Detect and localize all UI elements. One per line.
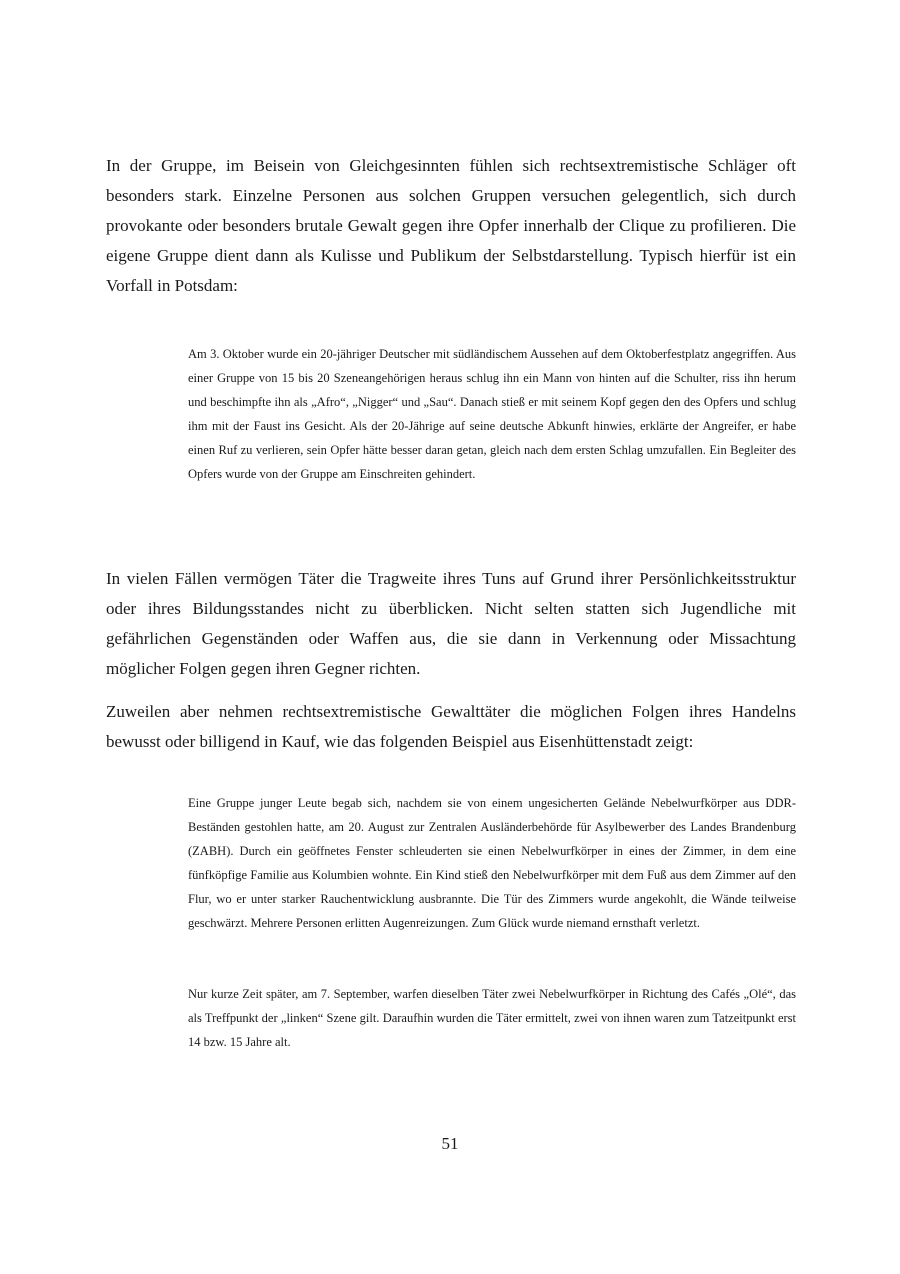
quote-eisenhuettenstadt: Eine Gruppe junger Leute begab sich, nachdem sie von einem ungesicherten Gelände Nebelwurfkörper aus DDR-Beständen gestohlen hatte, am 20. August zur Zentralen Ausländerbehörde für Asylbewerber des Landes Brandenburg (ZABH). Durch ein geöffnetes Fenster schleuderten sie einen Nebelwurfkörper in eines der Zimmer, in dem eine fünfköpfige Familie aus Kolumbien wohnte. Ein Kind stieß den Nebelwurfkörper mit dem Fuß aus dem Zimmer auf den Flur, wo er unter starker Rauchentwicklung ausbrannte. Die Tür des Zimmers wurde angekohlt, die Wände teilweise geschwärzt. Mehrere Personen erlitten Augenreizungen. Zum Glück wurde niemand ernsthaft verletzt.	[188, 796, 796, 930]
paragraph-intro: In der Gruppe, im Beisein von Gleichgesinnten fühlen sich rechtsextremistische Schläger oft besonders stark. Einzelne Personen aus solchen Gruppen versuchen gelegentlich, sich durch provokante oder besonders brutale Gewalt gegen ihre Opfer innerhalb der Clique zu profilieren. Die eigene Gruppe dient dann als Kulisse und Publikum der Selbstdarstellung. Typisch hierfür ist ein Vorfall in Potsdam:	[106, 156, 796, 295]
paragraph-consequences: In vielen Fällen vermögen Täter die Tragweite ihres Tuns auf Grund ihrer Persönlichkeitsstruktur oder ihres Bildungsstandes nicht zu überblicken. Nicht selten statten sich Jugendliche mit gefährlichen Gegenständen oder Waffen aus, die sie dann in Verkennung oder Missachtung möglicher Folgen gegen ihren Gegner richten.	[106, 569, 796, 678]
paragraph-intent: Zuweilen aber nehmen rechtsextremistische Gewalttäter die möglichen Folgen ihres Handelns bewusst oder billigend in Kauf, wie das folgenden Beispiel aus Eisenhüttenstadt zeigt:	[106, 702, 796, 751]
quote-potsdam: Am 3. Oktober wurde ein 20-jähriger Deutscher mit südländischem Aussehen auf dem Oktoberfestplatz angegriffen. Aus einer Gruppe von 15 bis 20 Szeneangehörigen heraus schlug ihn ein Mann von hinten auf die Schulter, riss ihn herum und beschimpfte ihn als „Afro“, „Nigger“ und „Sau“. Danach stieß er mit seinem Kopf gegen den des Opfers und schlug ihm mit der Faust ins Gesicht. Als der 20-Jährige auf seine deutsche Abkunft hinwies, erklärte der Angreifer, er habe einen Ruf zu verlieren, sein Opfer hätte besser daran getan, gleich nach dem ersten Schlag umzufallen. Ein Begleiter des Opfers wurde von der Gruppe am Einschreiten gehindert.	[188, 347, 796, 481]
page-number: 51	[441, 1134, 459, 1153]
quote-cafe-ole: Nur kurze Zeit später, am 7. September, warfen dieselben Täter zwei Nebelwurfkörper in Richtung des Cafés „Olé“, das als Treffpunkt der „linken“ Szene gilt. Daraufhin wurden die Täter ermittelt, zwei von ihnen waren zum Tatzeitpunkt erst 14 bzw. 15 Jahre alt.	[188, 987, 796, 1049]
